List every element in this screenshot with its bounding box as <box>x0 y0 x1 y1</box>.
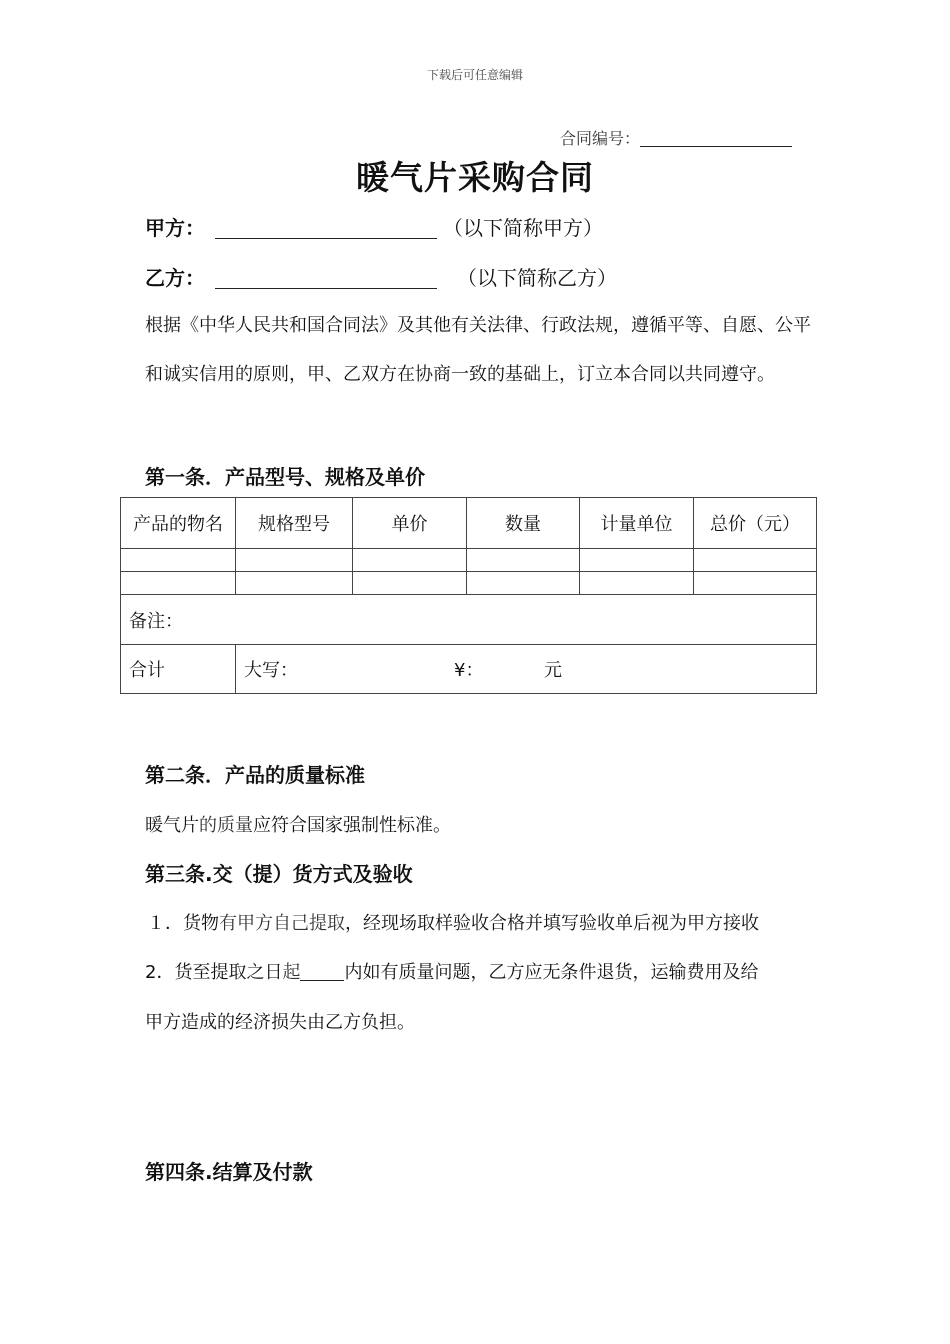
table-cell[interactable] <box>353 572 467 595</box>
article3-item2 <box>145 958 758 984</box>
table-header-cell: 规格型号 <box>236 498 353 549</box>
article2-text-a: 暖气片 <box>145 815 199 836</box>
table-cell[interactable] <box>236 572 353 595</box>
contract-number-blank <box>640 130 792 147</box>
party-a-label: 甲方： <box>145 216 205 240</box>
table-total-row <box>121 645 817 694</box>
article3-item1-b: 有甲方自己提取 <box>219 913 345 934</box>
table-cell[interactable] <box>121 549 236 572</box>
table-cell[interactable] <box>580 572 694 595</box>
party-a-line <box>145 212 603 241</box>
article3-item1 <box>147 909 759 935</box>
yuan-label: 元 <box>544 660 562 681</box>
table-header-cell: 计量单位 <box>580 498 694 549</box>
header-note: 下载后可任意编辑 <box>426 68 523 82</box>
article3-item2-a: 2．货至提取之日 <box>145 962 283 983</box>
table-header-cell: 数量 <box>467 498 580 549</box>
contract-number-label: 合同编号： <box>560 129 641 148</box>
table-header-cell: 总价（元） <box>694 498 817 549</box>
article3-item2-cont: 甲方造成的经济损失由乙方负担。 <box>145 1012 415 1033</box>
article3-item1-c: ，经现场取样验收合格并填写验收单后视为甲方接收 <box>345 913 759 934</box>
table-cell[interactable] <box>694 549 817 572</box>
table-cell[interactable] <box>121 572 236 595</box>
contract-number <box>560 126 792 149</box>
table-cell[interactable] <box>353 549 467 572</box>
table-header-cell: 产品的物名 <box>121 498 236 549</box>
note-cell <box>121 595 817 645</box>
note-label: 备注： <box>129 610 183 632</box>
party-b-label: 乙方： <box>145 266 205 290</box>
party-b-suffix: （以下简称乙方） <box>457 266 617 290</box>
article1-heading: 第一条．产品型号、规格及单价 <box>145 465 425 489</box>
article3-item1-a: １．货物 <box>147 913 219 934</box>
table-cell[interactable] <box>236 549 353 572</box>
table-row <box>121 572 817 595</box>
article2-text-b: 的质量 <box>199 815 253 836</box>
table-row <box>121 549 817 572</box>
party-a-suffix: （以下简称甲方） <box>443 216 603 240</box>
days-blank <box>300 964 344 981</box>
article2-heading: 第二条．产品的质量标准 <box>145 763 365 787</box>
article2-text-c: 应符合国家强制性标准。 <box>253 815 451 836</box>
yen-label: ¥： <box>454 660 484 681</box>
table-cell[interactable] <box>694 572 817 595</box>
party-b-blank <box>215 268 437 289</box>
article3-item2-c: 内如有质量问题，乙方应无条件退货，运输费用及给 <box>344 962 759 983</box>
article2-text <box>145 811 451 837</box>
goods-table <box>120 497 817 694</box>
intro-paragraph: 根据《中华人民共和国合同法》及其他有关法律、行政法规，遵循平等、自愿、公平和诚实信用的原则，甲、乙双方在协商一致的基础上，订立本合同以共同遵守。 <box>145 315 811 385</box>
table-header-cell: 单价 <box>353 498 467 549</box>
total-amount-cell <box>236 645 817 694</box>
party-b-line <box>145 262 617 291</box>
page-title: 暖气片采购合同 <box>356 158 594 197</box>
capital-amount-label: 大写： <box>244 660 298 681</box>
article4-heading: 第四条.结算及付款 <box>145 1160 313 1184</box>
party-a-blank <box>215 218 437 239</box>
article3-item2-b: 起 <box>282 962 301 983</box>
table-cell[interactable] <box>467 572 580 595</box>
table-cell[interactable] <box>467 549 580 572</box>
total-label-cell: 合计 <box>121 645 236 694</box>
table-note-row <box>121 595 817 645</box>
article3-heading: 第三条.交（提）货方式及验收 <box>145 862 413 886</box>
table-header-row <box>121 498 817 549</box>
table-cell[interactable] <box>580 549 694 572</box>
